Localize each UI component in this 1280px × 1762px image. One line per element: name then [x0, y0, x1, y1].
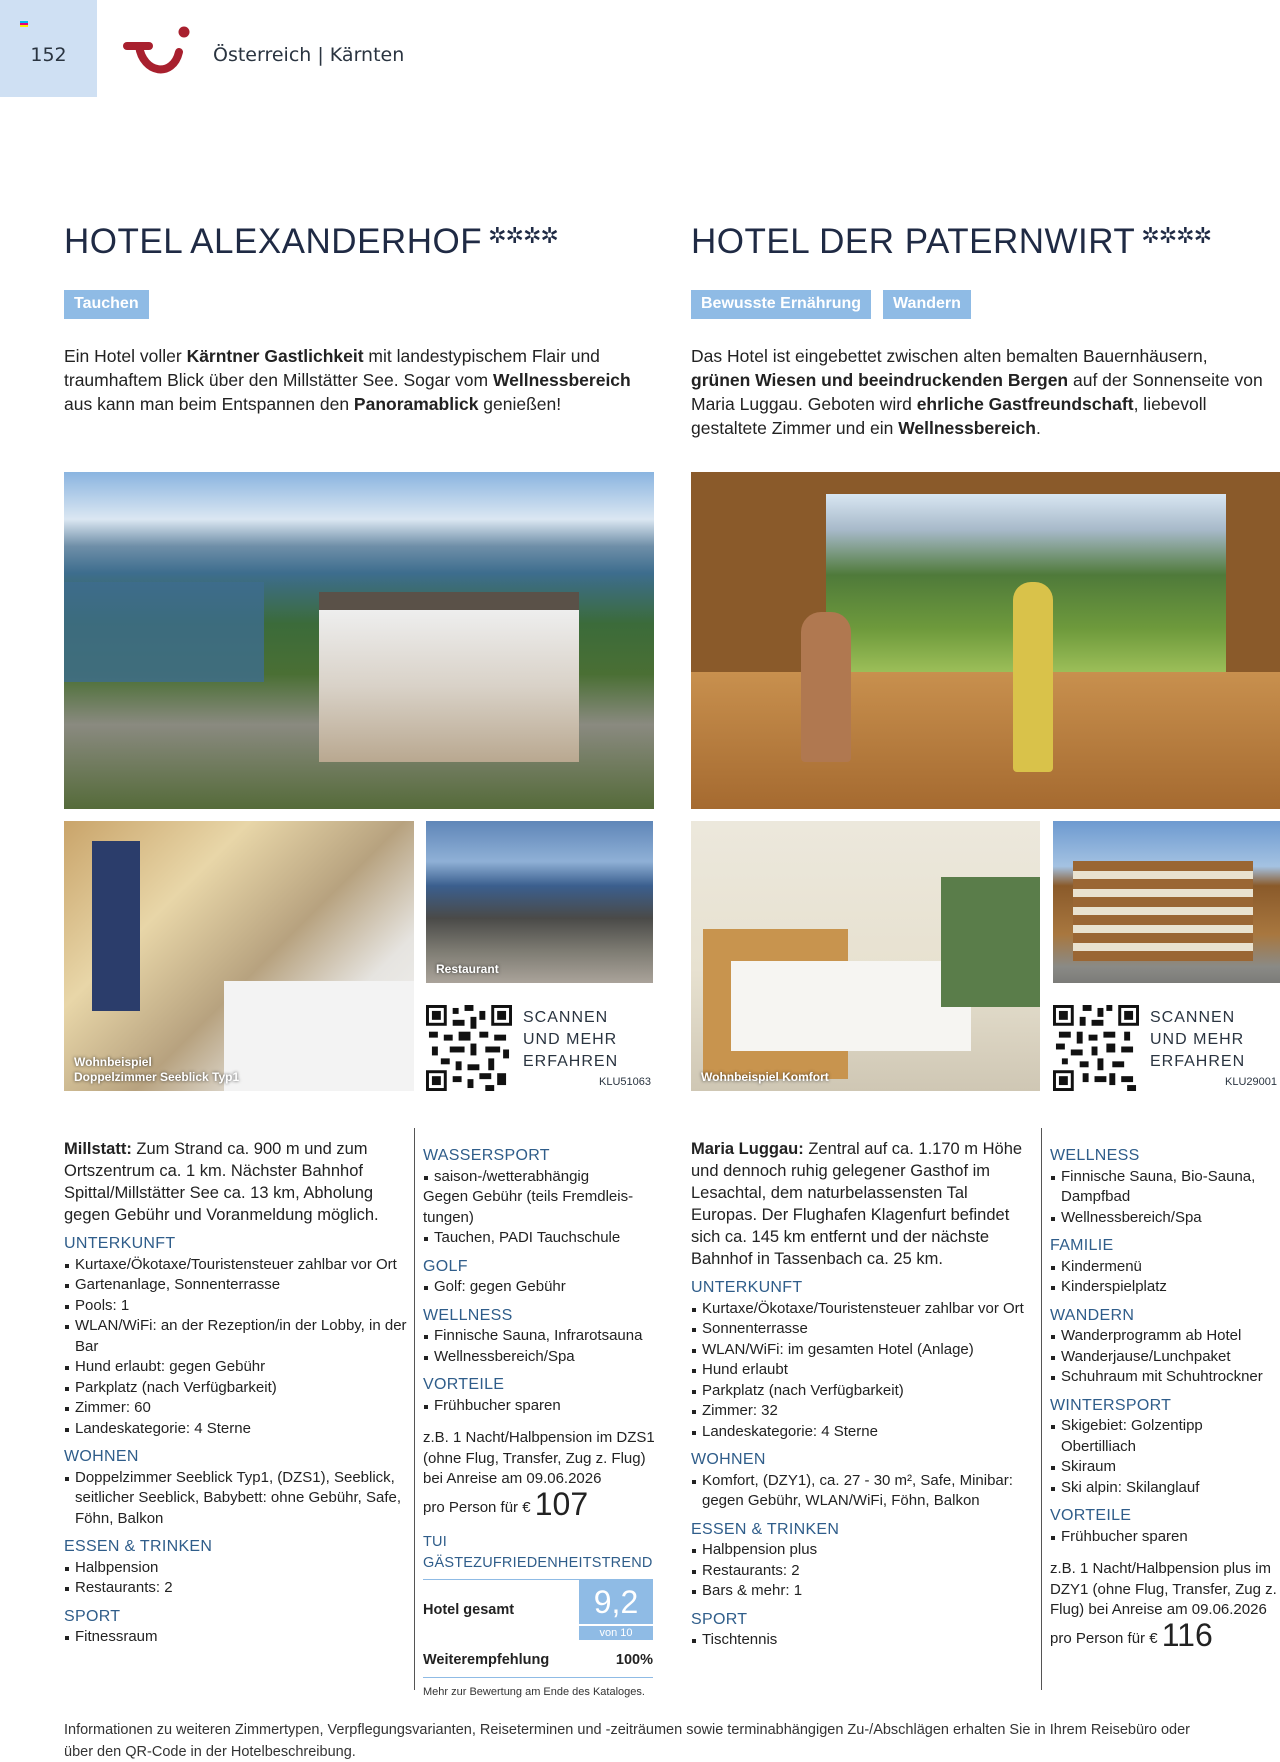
- list-item: Zimmer: 32: [691, 1401, 1036, 1422]
- location-description: [691, 1138, 1036, 1270]
- hotel-details-right: [423, 1138, 655, 1702]
- trend-note: Mehr zur Bewertung am Ende des Kataloges.: [423, 1685, 645, 1698]
- hotel-title-paternwirt: [691, 222, 1211, 262]
- intro-text: auf der Sonnenseite von Maria Luggau. Geboten wird: [691, 370, 1263, 414]
- section-heading: FAMILIE: [1050, 1237, 1114, 1254]
- feature-list: [1050, 1167, 1280, 1229]
- page-tab: [0, 0, 97, 97]
- feature-list: [1050, 1416, 1280, 1498]
- list-item: Sonnenterrasse: [691, 1319, 1036, 1340]
- section-heading: SPORT: [64, 1607, 121, 1625]
- list-item: Finnische Sauna, Bio-Sauna, Dampfbad: [1050, 1167, 1280, 1208]
- list-item: Kindermenü: [1050, 1257, 1280, 1278]
- list-item: WLAN/WiFi: im gesamten Hotel (Anlage): [691, 1340, 1036, 1361]
- hotel-name: HOTEL ALEXANDERHOF: [64, 222, 483, 261]
- stars-icon: ✲✲✲✲: [1141, 223, 1212, 248]
- list-item: Skiraum: [1050, 1457, 1280, 1478]
- list-item: Landeskategorie: 4 Sterne: [691, 1422, 1036, 1443]
- feature-list: [64, 1558, 409, 1599]
- highlight-text: Wellnessbereich: [898, 418, 1036, 438]
- list-item: Ski alpin: Skilanglauf: [1050, 1478, 1280, 1499]
- list-item: Halbpension plus: [691, 1540, 1036, 1561]
- list-item: Frühbucher sparen: [1050, 1527, 1280, 1548]
- tui-logo-icon: [123, 24, 193, 80]
- curtain-shape: [92, 841, 140, 1011]
- hotel-name: HOTEL DER PATERNWIRT: [691, 222, 1136, 261]
- room-photo: [691, 821, 1040, 1091]
- hotel-details-right: [1050, 1138, 1280, 1653]
- product-code: KLU51063: [599, 1076, 651, 1088]
- section-heading: SPORT: [691, 1610, 748, 1628]
- list-item: Frühbucher sparen: [423, 1396, 655, 1417]
- score-badge: [579, 1580, 653, 1640]
- person-shape: [1013, 582, 1053, 772]
- offer-text: z.B. 1 Nacht/Halbpension im DZS1 (ohne Flug, Transfer, Zug z. Flug) bei Anreise am 09.06.2026: [423, 1429, 655, 1487]
- intro-text: Das Hotel ist eingebettet zwischen alten bemalten Bauernhäusern,: [691, 346, 1208, 366]
- price-prefix: pro Person für €: [1050, 1629, 1162, 1647]
- list-item: Gartenanlage, Sonnenterrasse: [64, 1275, 409, 1296]
- intro-text: Ein Hotel voller: [64, 346, 187, 366]
- list-item: Restaurants: 2: [64, 1578, 409, 1599]
- list-item: Golf: gegen Gebühr: [423, 1277, 655, 1298]
- satisfaction-trend: [423, 1532, 653, 1702]
- page-number: 152: [30, 44, 67, 66]
- feature-list: [691, 1540, 1036, 1602]
- recommendation-label: Weiterempfehlung: [423, 1652, 550, 1668]
- bed-shape: [224, 981, 414, 1091]
- stars-icon: ✲✲✲✲: [488, 223, 558, 248]
- list-item: Landeskategorie: 4 Sterne: [64, 1419, 409, 1440]
- section-heading: WELLNESS: [1050, 1147, 1140, 1164]
- footer-note: Informationen zu weiteren Zimmertypen, Verpflegungsvarianten, Reiseterminen und -zeiträumen sowie terminabhängigen Zu-/Abschlägen erhalten Sie in Ihrem Reisebüro oder über den QR-Code in der Hotelbeschreibung.: [64, 1722, 1190, 1760]
- feature-list: [691, 1299, 1036, 1443]
- column-divider: [414, 1128, 415, 1690]
- highlight-text: Wellnessbereich: [492, 370, 631, 390]
- lake-shape: [64, 582, 264, 682]
- bed-shape: [731, 961, 971, 1051]
- sauna-bench-shape: [691, 672, 1280, 809]
- qr-code-icon[interactable]: [426, 1005, 512, 1091]
- section-heading: WOHNEN: [691, 1451, 766, 1468]
- feature-list: [64, 1627, 409, 1648]
- section-heading: UNTERKUNFT: [691, 1279, 803, 1296]
- recommendation-value: 100%: [615, 1652, 653, 1668]
- price-prefix: pro Person für €: [423, 1498, 535, 1516]
- feature-list: [64, 1255, 409, 1440]
- list-item: Zimmer: 60: [64, 1398, 409, 1419]
- hotel-main-photo: [64, 472, 654, 809]
- list-item: Tischtennis: [691, 1630, 1036, 1651]
- list-item: Schuhraum mit Schuhtrockner: [1050, 1367, 1280, 1388]
- trend-title: TUI GÄSTEZUFRIEDENHEITSTREND: [423, 1532, 653, 1580]
- hotel-intro: [64, 344, 644, 416]
- intro-text: , liebevoll gestaltete Zimmer und ein: [691, 394, 1207, 438]
- section-heading: VORTEILE: [1050, 1507, 1132, 1524]
- breadcrumb: Österreich | Kärnten: [213, 44, 405, 66]
- feature-list: [423, 1277, 655, 1298]
- list-item: Wanderjause/Lunchpaket: [1050, 1347, 1280, 1368]
- restaurant-photo: [426, 821, 653, 983]
- tag-tauchen[interactable]: Tauchen: [64, 290, 149, 319]
- section-heading: GOLF: [423, 1257, 468, 1275]
- tag-list: [691, 290, 971, 319]
- list-item: Kinderspielplatz: [1050, 1277, 1280, 1298]
- highlight-text: ehrliche Gastfreundschaft: [916, 394, 1134, 414]
- feature-list: [691, 1630, 1036, 1651]
- tag-bewusste-ernaehrung[interactable]: Bewusste Ernährung: [691, 290, 871, 319]
- product-code: KLU29001: [1225, 1076, 1277, 1088]
- offer-text: z.B. 1 Nacht/Halbpension plus im DZY1 (ohne Flug, Transfer, Zug z. Flug) bei Anreise am 09.06.2026: [1050, 1560, 1277, 1618]
- building-shape: [1073, 861, 1253, 961]
- list-item: Hund erlaubt: gegen Gebühr: [64, 1357, 409, 1378]
- intro-text: mit landestypischem Flair und traumhaftem Blick über den Millstätter See. Sogar vom: [64, 346, 600, 390]
- score-value: 9,2: [579, 1580, 653, 1624]
- section-heading: UNTERKUNFT: [64, 1235, 176, 1252]
- location-description: [64, 1138, 409, 1226]
- highlight-text: Kärntner Gastlichkeit: [186, 346, 364, 366]
- feature-list: [423, 1167, 655, 1188]
- price-value: 107: [534, 1485, 589, 1522]
- list-item: Skigebiet: Golzentipp Obertilliach: [1050, 1416, 1280, 1457]
- highlight-text: Panoramablick: [353, 394, 479, 414]
- overall-rating-row: [423, 1580, 653, 1640]
- window-shape: [941, 877, 1040, 1007]
- list-item: Doppelzimmer Seeblick Typ1, (DZS1), Seeblick, seitlicher Seeblick, Babybett: ohne Gebühr, Safe, Föhn, Balkon: [64, 1468, 409, 1530]
- section-heading: ESSEN & TRINKEN: [64, 1538, 213, 1555]
- feature-list: [423, 1396, 655, 1417]
- feature-list: [423, 1228, 655, 1249]
- list-item: Finnische Sauna, Infrarotsauna: [423, 1326, 655, 1347]
- location-text: Zentral auf ca. 1.170 m Höhe und dennoch ruhig gelegener Gasthof im Lesachtal, dem naturbelassensten Tal Europas. Der Flughafen Klagenfurt befindet sich ca. 145 km entfernt und der nächste Bahnhof in Tassenbach ca. 25 km.: [691, 1140, 1023, 1268]
- section-heading: WANDERN: [1050, 1306, 1135, 1324]
- section-note: Gegen Gebühr (teils Fremdleis-tungen): [423, 1188, 634, 1226]
- price-value: 116: [1161, 1616, 1213, 1653]
- price-line: [1050, 1616, 1280, 1653]
- list-item: Bars & mehr: 1: [691, 1581, 1036, 1602]
- list-item: Komfort, (DZY1), ca. 27 - 30 m², Safe, Minibar: gegen Gebühr, WLAN/WiFi, Föhn, Balkon: [691, 1471, 1036, 1512]
- recommendation-row: [423, 1640, 653, 1678]
- feature-list: [1050, 1257, 1280, 1298]
- list-item: Kurtaxe/Ökotaxe/Touristensteuer zahlbar vor Ort: [64, 1255, 409, 1276]
- hotel-main-photo: [691, 472, 1280, 809]
- intro-text: .: [1035, 418, 1041, 438]
- location-text: Zum Strand ca. 900 m und zum Ortszentrum ca. 1 km. Nächster Bahnhof Spittal/Millstätter See ca. 13 km, Abholung gegen Gebühr und Voranmeldung möglich.: [64, 1140, 379, 1224]
- tag-wandern[interactable]: Wandern: [883, 290, 971, 319]
- photo-caption: Wohnbeispiel Komfort: [701, 1070, 829, 1084]
- overall-rating-label: Hotel gesamt: [423, 1601, 515, 1618]
- list-item: Parkplatz (nach Verfügbarkeit): [64, 1378, 409, 1399]
- list-item: Wellnessbereich/Spa: [423, 1347, 655, 1368]
- list-item: Wellnessbereich/Spa: [1050, 1208, 1280, 1229]
- qr-scan-label: SCANNEN UND MEHR ERFAHREN: [523, 1009, 619, 1070]
- feature-list: [1050, 1326, 1280, 1388]
- feature-list: [423, 1326, 655, 1367]
- list-item: Wanderprogramm ab Hotel: [1050, 1326, 1280, 1347]
- list-item: Fitnessraum: [64, 1627, 409, 1648]
- section-heading: VORTEILE: [423, 1376, 505, 1393]
- feature-list: [691, 1471, 1036, 1512]
- section-heading: ESSEN & TRINKEN: [691, 1520, 840, 1538]
- person-shape: [801, 612, 851, 762]
- feature-list: [1050, 1527, 1280, 1548]
- feature-list: [64, 1468, 409, 1530]
- print-color-marker-icon: [20, 21, 28, 27]
- location-name: Maria Luggau:: [691, 1140, 804, 1158]
- qr-code-icon[interactable]: [1053, 1005, 1139, 1091]
- section-heading: WASSERSPORT: [423, 1147, 550, 1164]
- column-divider: [1041, 1128, 1042, 1690]
- list-item: Pools: 1: [64, 1296, 409, 1317]
- score-scale: von 10: [579, 1626, 653, 1640]
- section-heading: WINTERSPORT: [1050, 1396, 1172, 1414]
- location-name: Millstatt:: [64, 1140, 132, 1158]
- price-line: [423, 1485, 655, 1522]
- list-item: WLAN/WiFi: an der Rezeption/in der Lobby, in der Bar: [64, 1316, 409, 1357]
- hotel-exterior-photo: [1053, 821, 1280, 983]
- intro-text: aus kann man beim Entspannen den: [64, 394, 354, 414]
- list-item: Restaurants: 2: [691, 1561, 1036, 1582]
- intro-text: genießen!: [478, 394, 562, 414]
- list-item: Kurtaxe/Ökotaxe/Touristensteuer zahlbar vor Ort: [691, 1299, 1036, 1320]
- qr-scan-label: SCANNEN UND MEHR ERFAHREN: [1150, 1009, 1246, 1070]
- hotel-title-alexanderhof: [64, 222, 558, 262]
- hotel-building-shape: [319, 592, 579, 762]
- section-heading: WELLNESS: [423, 1306, 513, 1324]
- section-heading: WOHNEN: [64, 1448, 139, 1465]
- list-item: saison-/wetterabhängig: [423, 1167, 655, 1188]
- photo-caption: Restaurant: [436, 962, 499, 976]
- list-item: Hund erlaubt: [691, 1360, 1036, 1381]
- hotel-details-left: [64, 1138, 409, 1648]
- tag-list: [64, 290, 149, 319]
- list-item: Halbpension: [64, 1558, 409, 1579]
- hotel-details-left: [691, 1138, 1036, 1651]
- list-item: Parkplatz (nach Verfügbarkeit): [691, 1381, 1036, 1402]
- hotel-intro: [691, 344, 1271, 440]
- list-item: Tauchen, PADI Tauchschule: [423, 1228, 655, 1249]
- room-photo: [64, 821, 414, 1091]
- photo-caption: Wohnbeispiel Doppelzimmer Seeblick Typ1: [74, 1055, 240, 1084]
- highlight-text: grünen Wiesen und beeindruckenden Bergen: [691, 370, 1069, 390]
